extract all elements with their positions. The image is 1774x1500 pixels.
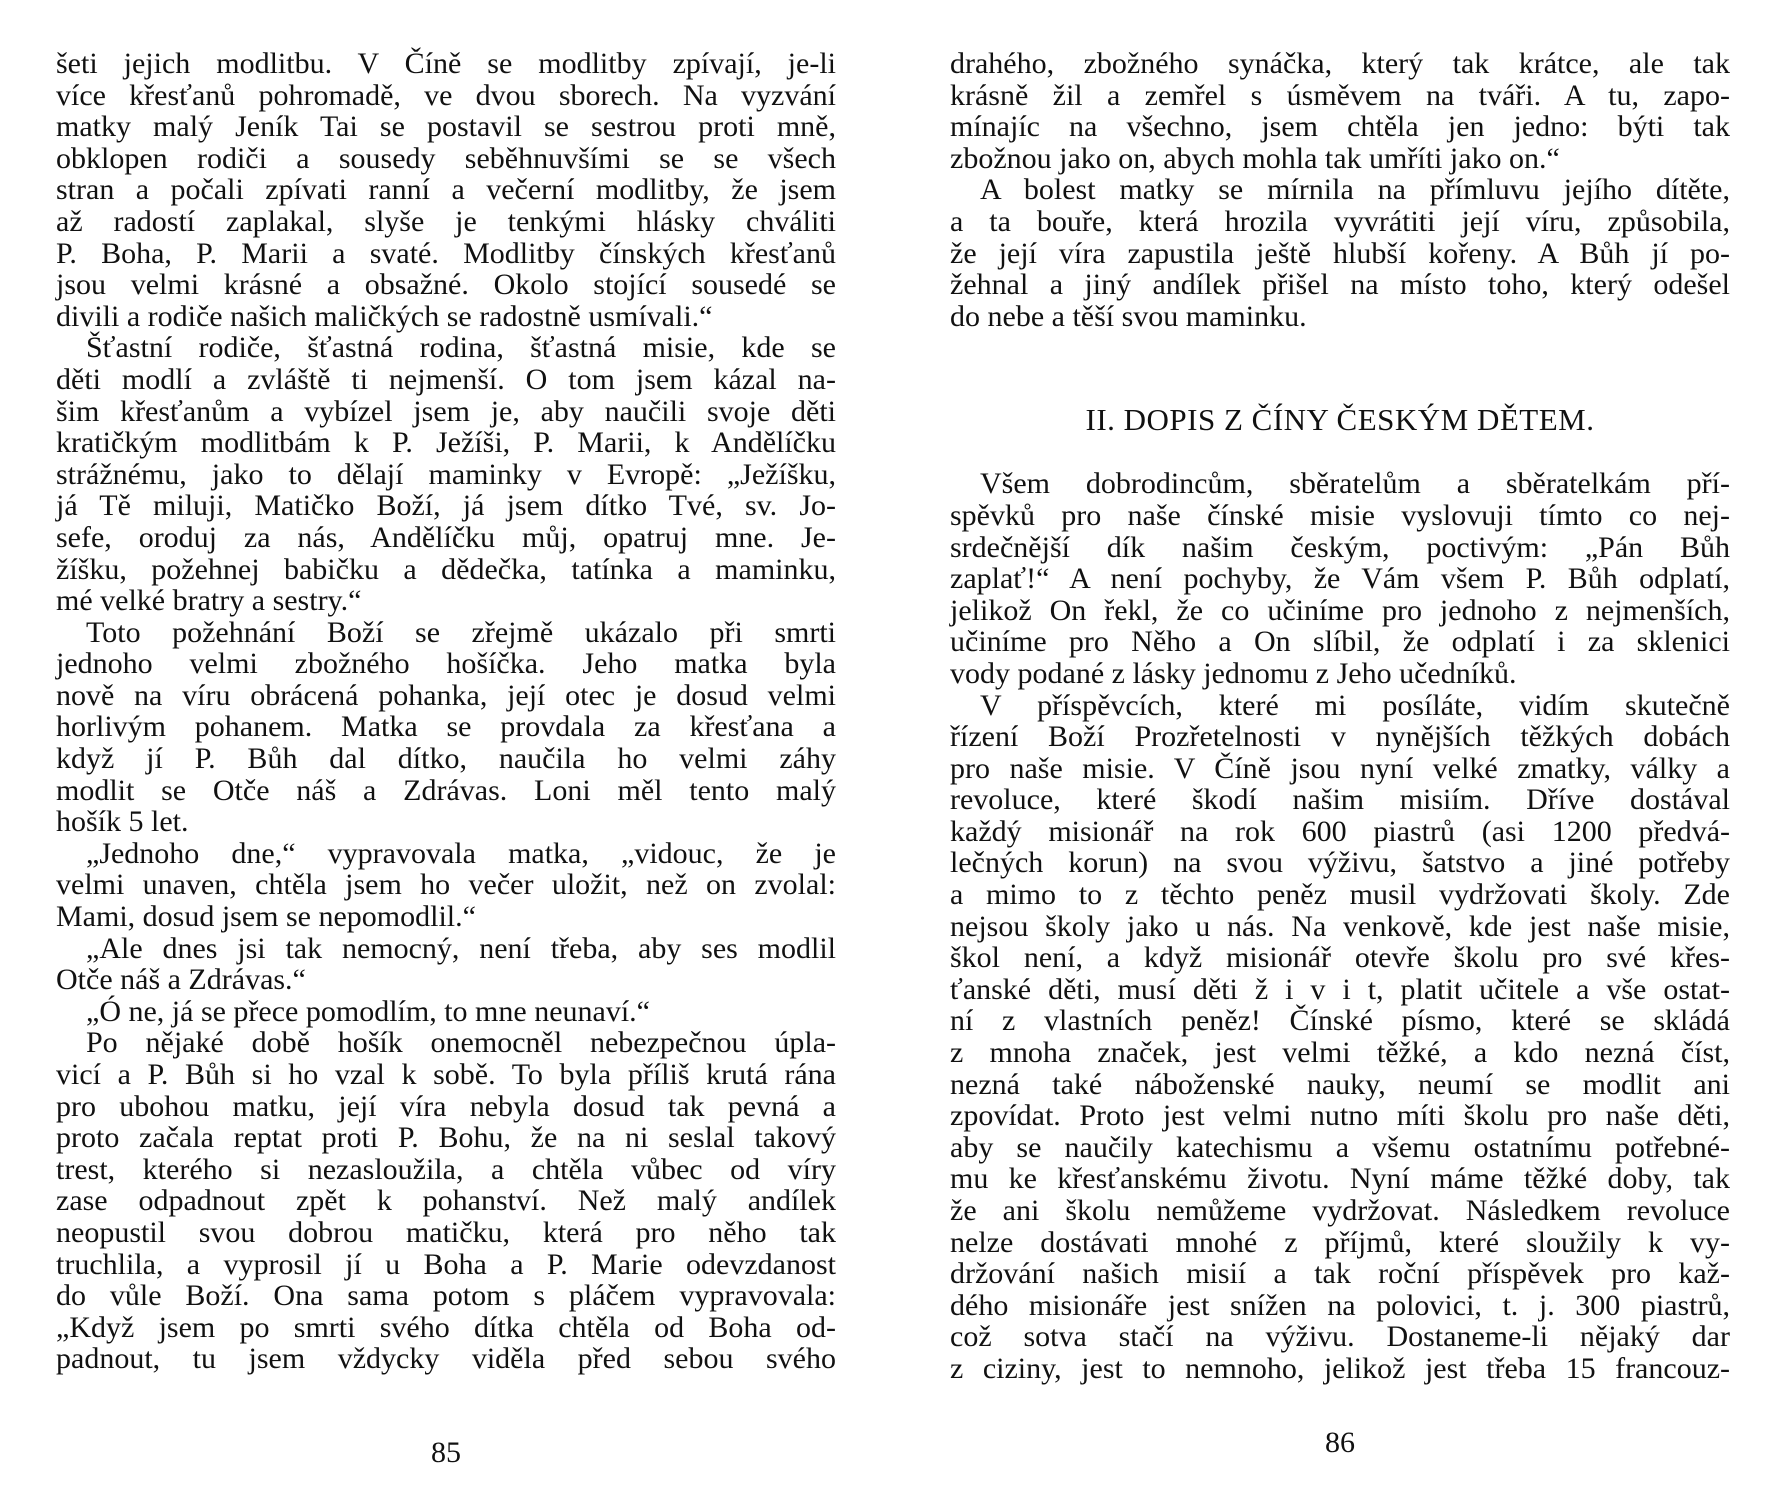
text-line: zbožnou jako on, abych mohla tak umříti jako on.“ bbox=[950, 141, 1560, 175]
text-line: učiníme pro Něho a On slíbil, že odplatí i za sklenici bbox=[950, 625, 1730, 659]
right-page-text-bottom bbox=[950, 468, 1730, 1384]
text-line: a mimo to z těchto peněz musil vydržovati školy. Zde bbox=[950, 878, 1730, 912]
text-line: zaplať!“ A není pochyby, že Vám všem P. Bůh odplatí, bbox=[950, 562, 1730, 596]
text-line: „Ale dnes jsi tak nemocný, není třeba, aby ses modlil bbox=[86, 931, 836, 965]
text-line: jsou velmi krásné a obsažné. Okolo stojící sousedé se bbox=[56, 268, 836, 302]
text-line: truchlila, a vyprosil jí u Boha a P. Marie odevzdanost bbox=[56, 1247, 836, 1281]
text-line: divili a rodiče našich maličkých se radostně usmívali.“ bbox=[56, 299, 713, 333]
text-line: srdečnější dík našim českým, poctivým: „Pán Bůh bbox=[950, 530, 1730, 564]
text-line: mínajíc na všechno, jsem chtěla jen jedno: býti tak bbox=[950, 110, 1730, 144]
text-line: vicí a P. Bůh si ho vzal k sobě. To byla příliš krutá rána bbox=[56, 1058, 836, 1091]
text-line: že její víra zapustila ještě hlubší kořeny. A Bůh jí po- bbox=[950, 236, 1730, 270]
text-line: více křesťanů pohromadě, ve dvou sborech. Na vyzvání bbox=[56, 78, 836, 112]
text-line: děti modlí a zvláště ti nejmenší. O tom jsem kázal na- bbox=[56, 362, 836, 396]
text-line: velmi unaven, chtěla jsem ho večer uložit, než on zvolal: bbox=[56, 868, 836, 902]
text-line: jednoho velmi zbožného hošíčka. Jeho matka byla bbox=[56, 647, 836, 681]
text-line: „Ó ne, já se přece pomodlím, to mne neunaví.“ bbox=[86, 994, 650, 1028]
text-line: Šťastní rodiče, šťastná rodina, šťastná misie, kde se bbox=[86, 331, 836, 365]
text-line: zpovídat. Proto jest velmi nutno míti školu pro naše děti, bbox=[950, 1099, 1730, 1133]
text-line: P. Boha, P. Marii a svaté. Modlitby čínských křesťanů bbox=[56, 236, 836, 270]
text-line: žíšku, požehnej babičku a dědečka, tatínka a maminku, bbox=[56, 552, 836, 586]
text-line: do nebe a těší svou maminku. bbox=[950, 299, 1307, 333]
text-line: Otče náš a Zdrávas.“ bbox=[56, 963, 306, 997]
text-line: trest, kterého si nezasloužila, a chtěla vůbec od víry bbox=[56, 1152, 836, 1186]
page-number: 86 bbox=[1325, 1426, 1355, 1459]
text-line: sefe, oroduj za nás, Andělíčku můj, opatruj mne. Je- bbox=[56, 520, 836, 554]
text-line: hošík 5 let. bbox=[56, 805, 189, 839]
chapter-heading: II. DOPIS Z ČÍNY ČESKÝM DĚTEM. bbox=[1085, 402, 1595, 438]
right-page bbox=[950, 48, 1730, 1468]
text-line: řízení Boží Prozřetelnosti v nynějších těžkých dobách bbox=[950, 720, 1730, 754]
left-page-text bbox=[56, 48, 836, 1375]
left-page bbox=[56, 48, 836, 1468]
text-line: já Tě miluji, Matičko Boží, já jsem dítko Tvé, sv. Jo- bbox=[56, 489, 836, 523]
text-line: krásně žil a zemřel s úsměvem na tváři. A tu, zapo- bbox=[950, 78, 1730, 112]
text-line: horlivým pohanem. Matka se provdala za křesťana a bbox=[56, 710, 836, 744]
text-line: nejsou školy jako u nás. Na venkově, kde jest naše misie, bbox=[950, 909, 1730, 943]
text-line: vody podané z lásky jednomu z Jeho učedníků. bbox=[950, 656, 1517, 690]
page-number: 85 bbox=[431, 1436, 461, 1469]
text-line: když jí P. Bůh dal dítko, naučila ho velmi záhy bbox=[56, 742, 836, 776]
text-line: revoluce, které škodí našim misiím. Dříve dostával bbox=[950, 783, 1730, 817]
text-line: matky malý Jeník Tai se postavil se sestrou proti mně, bbox=[56, 110, 836, 144]
text-line: že ani školu nemůžeme vydržovat. Následkem revoluce bbox=[950, 1194, 1730, 1227]
text-line: Mami, dosud jsem se nepomodlil.“ bbox=[56, 900, 476, 934]
text-line: neopustil svou dobrou matičku, která pro něho tak bbox=[56, 1215, 836, 1249]
text-line: V příspěvcích, které mi posíláte, vidím skutečně bbox=[980, 688, 1730, 722]
text-line: šim křesťanům a vybízel jsem je, aby naučili svoje děti bbox=[56, 394, 836, 428]
text-line: spěvků pro naše čínské misie vyslovuji tímto co nej- bbox=[950, 498, 1730, 532]
text-line: Po nějaké době hošík onemocněl nebezpečnou úpla- bbox=[86, 1026, 836, 1060]
text-line: Všem dobrodincům, sběratelům a sběratelkám pří- bbox=[980, 467, 1730, 501]
right-page-text-top bbox=[950, 48, 1730, 332]
text-line: z mnoha značek, jest velmi těžké, a kdo nezná číst, bbox=[950, 1036, 1730, 1070]
text-line: držování našich misií a tak roční příspěvek pro kaž- bbox=[950, 1257, 1730, 1291]
text-line: žehnal a jiný andílek přišel na místo toho, který odešel bbox=[950, 268, 1730, 302]
text-line: šeti jejich modlitbu. V Číně se modlitby zpívají, je-li bbox=[56, 47, 836, 80]
text-line: aby se naučily katechismu a všemu ostatnímu potřebné- bbox=[950, 1130, 1730, 1164]
text-line: nezná také náboženské nauky, neumí se modlit ani bbox=[950, 1067, 1730, 1101]
text-line: ní z vlastních peněz! Čínské písmo, které se skládá bbox=[950, 1004, 1730, 1038]
text-line: „Když jsem po smrti svého dítka chtěla od Boha od- bbox=[56, 1310, 836, 1344]
text-line: což sotva stačí na výživu. Dostaneme-li nějaký dar bbox=[950, 1320, 1730, 1354]
text-line: kratičkým modlitbám k P. Ježíši, P. Marii, k Andělíčku bbox=[56, 426, 836, 460]
text-line: dého misionáře jest snížen na polovici, t. j. 300 piastrů, bbox=[950, 1288, 1730, 1322]
text-line: nově na víru obrácená pohanka, její otec je dosud velmi bbox=[56, 678, 836, 712]
text-line: každý misionář na rok 600 piastrů (asi 1200 předvá- bbox=[950, 814, 1730, 848]
text-line: a ta bouře, která hrozila vyvrátiti její víru, způsobila, bbox=[950, 204, 1730, 238]
text-line: stran a počali zpívati ranní a večerní modlitby, že jsem bbox=[56, 173, 836, 207]
text-line: strážnému, jako to dělají maminky v Evropě: „Ježíšku, bbox=[56, 457, 836, 491]
text-line: do vůle Boží. Ona sama potom s pláčem vypravovala: bbox=[56, 1279, 836, 1313]
text-line: mé velké bratry a sestry.“ bbox=[56, 584, 362, 618]
text-line: pro naše misie. V Číně jsou nyní velké zmatky, války a bbox=[950, 751, 1730, 785]
text-line: až radostí zaplakal, slyše je tenkými hlásky chváliti bbox=[56, 204, 836, 238]
text-line: pro ubohou matku, její víra nebyla dosud tak pevná a bbox=[56, 1089, 836, 1123]
text-line: padnout, tu jsem vždycky viděla před sebou svého bbox=[56, 1342, 836, 1376]
text-line: A bolest matky se mírnila na přímluvu jejího dítěte, bbox=[980, 173, 1730, 207]
text-line: škol není, a když misionář otevře školu pro své křes- bbox=[950, 941, 1730, 975]
text-line: zase odpadnout zpět k pohanství. Než malý andílek bbox=[56, 1184, 836, 1218]
text-line: obklopen rodiči a sousedy seběhnuvšími se se všech bbox=[56, 141, 836, 175]
text-line: modlit se Otče náš a Zdrávas. Loni měl tento malý bbox=[56, 773, 836, 807]
text-line: „Jednoho dne,“ vypravovala matka, „vidouc, že je bbox=[86, 836, 836, 870]
text-line: ťanské děti, musí děti ž i v i t, platit učitele a vše ostat- bbox=[950, 972, 1730, 1006]
text-line: z ciziny, jest to nemnoho, jelikož jest třeba 15 francouz- bbox=[950, 1351, 1730, 1385]
text-line: nelze dostávati mnohé z příjmů, které sloužily k vy- bbox=[950, 1225, 1730, 1259]
text-line: jelikož On řekl, že co učiníme pro jednoho z nejmenších, bbox=[950, 593, 1730, 627]
text-line: Toto požehnání Boží se zřejmě ukázalo při smrti bbox=[86, 615, 836, 649]
text-line: lečných korun) na svou výživu, šatstvo a jiné potřeby bbox=[950, 846, 1730, 880]
text-line: proto začala reptat proti P. Bohu, že na ni seslal takový bbox=[56, 1121, 836, 1155]
text-line: mu ke křesťanskému životu. Nyní máme těžké doby, tak bbox=[950, 1162, 1730, 1196]
text-line: drahého, zbožného synáčka, který tak krátce, ale tak bbox=[950, 47, 1730, 80]
